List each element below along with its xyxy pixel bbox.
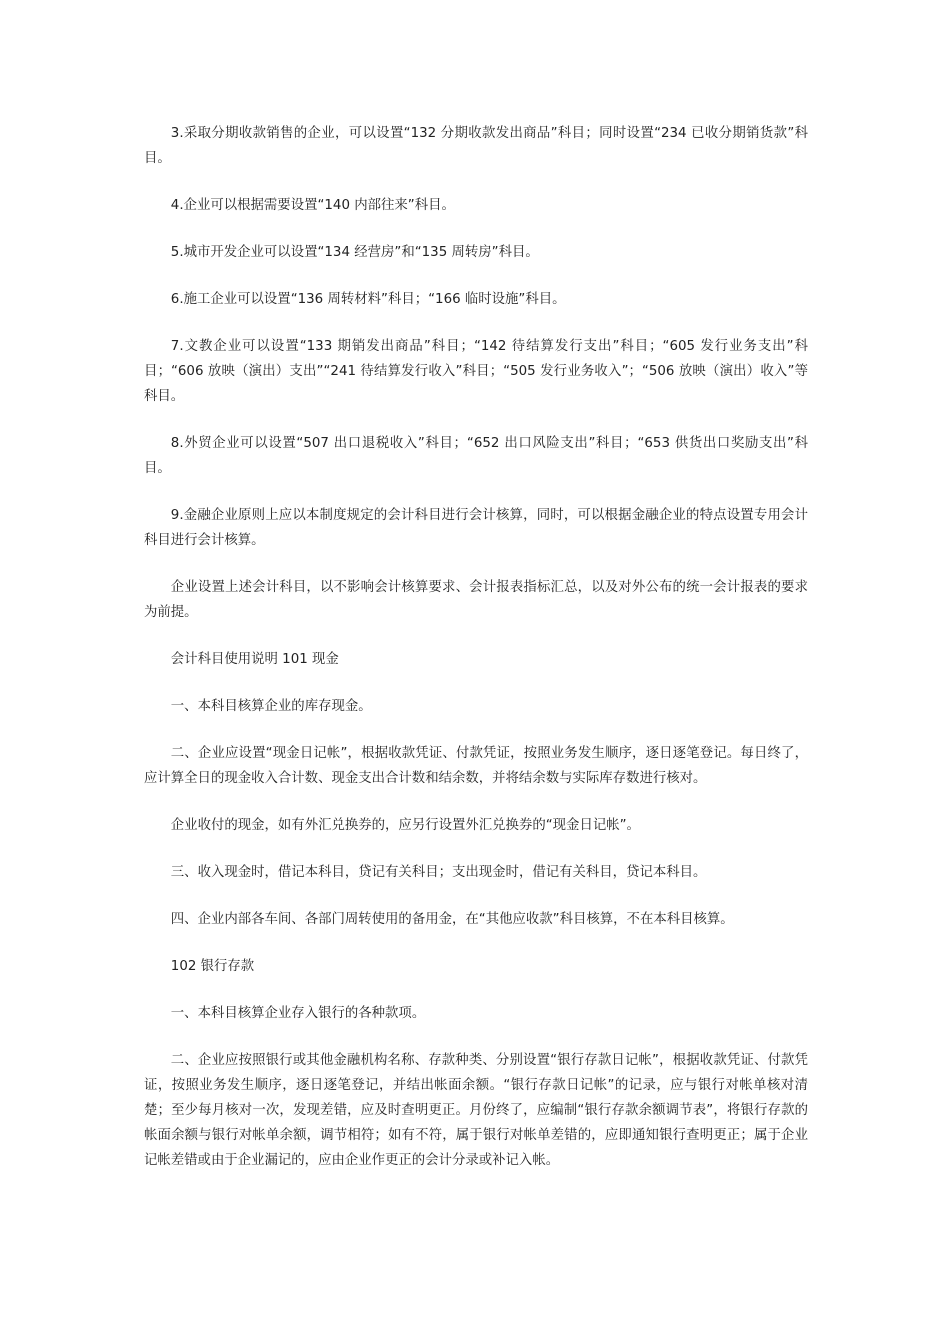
paragraph-4-internal-accounts: 4.企业可以根据需要设置“140 内部往来”科目。: [170, 198, 455, 213]
paragraph-cash-entries: 三、收入现金时，借记本科目，贷记有关科目；支出现金时，借记有关科目，贷记本科目。: [170, 865, 707, 880]
paragraph-petty-cash: 四、企业内部各车间、各部门周转使用的备用金，在“其他应收款”科目核算，不在本科目核算。: [170, 912, 734, 927]
paragraph-cash-journal: 二、企业应设置“现金日记帐”，根据收款凭证、付款凭证，按照业务发生顺序，逐日逐笔登记。每日终了，应计算全日的现金收入合计数、现金支出合计数和结余数，并将结余数与实际库存数进行核对。: [144, 746, 808, 786]
paragraph-8-foreign-trade: 8.外贸企业可以设置“507 出口退税收入”科目；“652 出口风险支出”科目；“653 供货出口奖励支出”科目。: [144, 436, 808, 476]
document-body: [144, 121, 808, 1195]
paragraph-9-financial: 9.金融企业原则上应以本制度规定的会计科目进行会计核算，同时，可以根据金融企业的特点设置专用会计科目进行会计核算。: [144, 508, 808, 548]
paragraph-7-culture-education: 7.文教企业可以设置“133 期销发出商品”科目；“142 待结算发行支出”科目；“605 发行业务支出”科目；“606 放映（演出）支出”“241 待结算发行收入”科目；“505 发行业务收入”；“506 放映（演出）收入”等科目。: [144, 339, 808, 404]
paragraph-3-installment-sales: 3.采取分期收款销售的企业，可以设置“132 分期收款发出商品”科目；同时设置“234 已收分期销货款”科目。: [144, 126, 808, 166]
paragraph-account-setup-premise: 企业设置上述会计科目，以不影响会计核算要求、会计报表指标汇总，以及对外公布的统一会计报表的要求为前提。: [144, 580, 808, 620]
section-heading-101-cash: 会计科目使用说明 101 现金: [170, 652, 339, 667]
paragraph-bank-deposit-scope: 一、本科目核算企业存入银行的各种款项。: [170, 1006, 426, 1021]
paragraph-6-construction: 6.施工企业可以设置“136 周转材料”科目；“166 临时设施”科目。: [170, 292, 566, 307]
paragraph-5-urban-development: 5.城市开发企业可以设置“134 经营房”和“135 周转房”科目。: [170, 245, 539, 260]
paragraph-cash-scope: 一、本科目核算企业的库存现金。: [170, 699, 372, 714]
paragraph-foreign-exchange-cert: 企业收付的现金，如有外汇兑换券的，应另行设置外汇兑换券的“现金日记帐”。: [170, 818, 640, 833]
paragraph-bank-deposit-journal: 二、企业应按照银行或其他金融机构名称、存款种类、分别设置“银行存款日记帐”，根据收款凭证、付款凭证，按照业务发生顺序，逐日逐笔登记，并结出帐面余额。“银行存款日记帐”的记录，应与银行对帐单核对清楚；至少每月核对一次，发现差错，应及时查明更正。月份终了，应编制“银行存款余额调节表”，将银行存款的帐面余额与银行对帐单余额，调节相符；如有不符，属于银行对帐单差错的，应即通知银行查明更正；属于企业记帐差错或由于企业漏记的，应由企业作更正的会计分录或补记入帐。: [144, 1053, 808, 1168]
section-heading-102-bank-deposit: 102 银行存款: [170, 959, 255, 974]
